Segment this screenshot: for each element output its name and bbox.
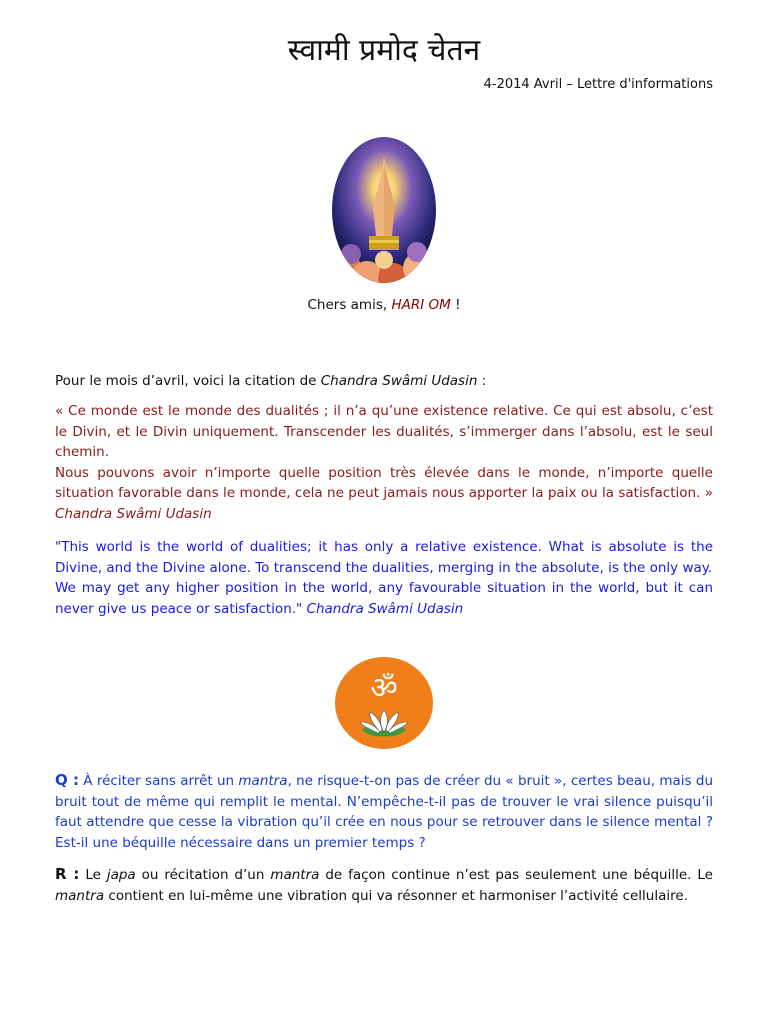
quote-fr-text: Nous pouvons avoir n’importe quelle position très élevée dans le monde, n’importe quelle situation favorable dans le monde, cela ne peut jamais nous apporter la paix ou la satisfaction. » [55, 464, 713, 501]
answer-japa: japa [106, 867, 136, 883]
quote-fr-paragraph-2 [55, 463, 713, 525]
answer-paragraph [55, 864, 713, 906]
newsletter-date: 4-2014 Avril – Lettre d'informations [483, 77, 713, 92]
question-label: Q : [55, 771, 79, 789]
answer-mantra-2: mantra [55, 887, 105, 904]
quote-en-paragraph-2 [55, 578, 713, 619]
quote-fr-author: Chandra Swâmi Udasin [55, 505, 212, 522]
intro-text: Pour le mois d’avril, voici la citation de [55, 373, 321, 389]
answer-text-1: Le [79, 867, 107, 883]
question-paragraph [55, 770, 713, 853]
question-mantra: mantra [238, 773, 288, 789]
greeting [0, 297, 768, 313]
question-text-1: À réciter sans arrêt un [79, 773, 239, 789]
quote-english [55, 537, 713, 619]
answer-text-2: ou récitation d’un [135, 867, 271, 883]
greeting-prefix: Chers amis, [307, 297, 392, 313]
quote-en-paragraph-1: "This world is the world of dualities; it has only a relative existence. What is absolute is the Divine, and the Divine alone. To transcend the dualities, merging in the absolute, is the only way. [55, 539, 713, 576]
greeting-hari-om: HARI OM [391, 297, 451, 313]
praying-hands-image [331, 136, 437, 284]
om-lotus-icon [334, 656, 434, 750]
greeting-suffix: ! [450, 297, 461, 313]
quote-en-text: We may get any higher position in the world, any favourable situation in the world, but it can never give us peace or satisfaction." [55, 580, 713, 617]
answer-text-3: de façon continue n’est pas seulement une béquille. Le [319, 867, 713, 883]
quote-french [55, 401, 713, 524]
quote-en-author: Chandra Swâmi Udasin [306, 600, 464, 617]
quote-fr-paragraph-1: « Ce monde est le monde des dualités ; il n’a qu’une existence relative. Ce qui est absolu, c’est le Divin, et le Divin uniquement. Transcender les dualités, s’immerger dans l’absolu, est le seul chemin. [55, 403, 713, 460]
om-symbol: ॐ [370, 671, 398, 706]
answer-text-4: contient en lui-même une vibration qui va résonner et harmoniser l’activité cellulaire. [104, 887, 688, 904]
quote-intro [55, 371, 713, 392]
intro-suffix: : [477, 373, 487, 389]
answer-mantra-1: mantra [270, 867, 320, 883]
answer-label: R : [55, 865, 80, 883]
intro-author: Chandra Swâmi Udasin [320, 373, 478, 389]
question-text-2: , ne risque-t-on pas de créer du « bruit », certes beau, mais du bruit tout de même qui remplit le mental. N’empêche-t-il pas de trouver le vrai silence puisqu’il faut attendre que cesse la vibration qu’il crée en nous pour se retrouver dans le silence mental ? Est-il une béquille nécessaire dans un premier temps ? [55, 773, 713, 851]
page-title: स्वामी प्रमोद चेतन [287, 33, 481, 68]
